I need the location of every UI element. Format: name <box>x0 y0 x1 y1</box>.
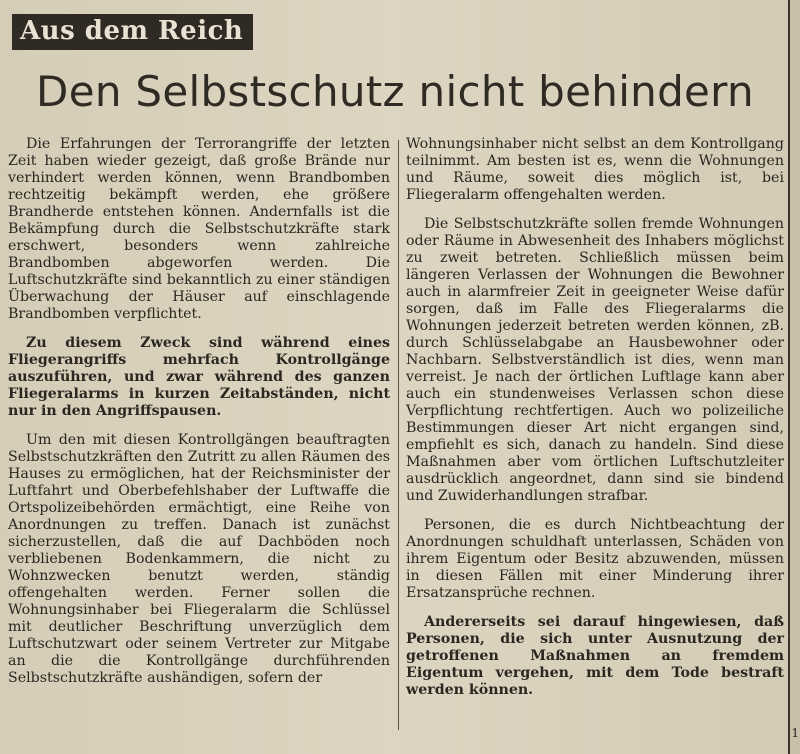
paragraph-bold: Andererseits sei darauf hingewiesen, daß Personen, die sich unter Ausnutzung der getroffenen Maßnahmen an fremdem Eigentum vergehen, mit dem Tode bestraft werden können. <box>406 614 784 698</box>
paragraph: Um den mit diesen Kontrollgängen beauftragten Selbstschutzkräften den Zutritt zu allen Räumen des Hauses zu ermöglichen, hat der Reichsminister der Luftfahrt und Oberbefehlshaber der Luftwaffe die Ortspolizeibehörden ermächtigt, eine Reihe von Anordnungen zu treffen. Danach ist zunächst sicherzustellen, daß die auf Dachböden noch verbliebenen Bodenkammern, die nicht zu Wohnzwecken benutzt werden, ständig offengehalten werden. Ferner sollen die Wohnungsinhaber bei Fliegeralarm die Schlüssel mit deutlicher Beschriftung unverzüglich dem Luftschutzwart oder seinem Vertreter zur Mitgabe an die die Kontrollgänge durchführenden Selbstschutzkräfte aushändigen, sofern der <box>8 432 390 686</box>
left-column <box>8 136 390 687</box>
paragraph: Personen, die es durch Nichtbeachtung der Anordnungen schuldhaft unterlassen, Schäden von ihrem Eigentum oder Besitz abzuwenden, müssen in diesen Fällen mit einer Minderung ihrer Ersatzansprüche rechnen. <box>406 517 784 601</box>
edge-mark: 1 <box>791 726 799 740</box>
section-label: Aus dem Reich <box>12 14 253 50</box>
column-divider <box>398 140 399 730</box>
page-edge <box>788 0 800 754</box>
paragraph: Wohnungsinhaber nicht selbst an dem Kontrollgang teilnimmt. Am besten ist es, wenn die Wohnungen und Räume, soweit dies möglich ist, bei Fliegeralarm offengehalten werden. <box>406 136 784 203</box>
paragraph: Die Selbstschutzkräfte sollen fremde Wohnungen oder Räume in Abwesenheit des Inhabers möglichst zu zweit betreten. Schließlich müssen beim längeren Verlassen der Wohnungen die Bewohner auch in alarmfreier Zeit in geeigneter Weise dafür sorgen, daß im Falle des Fliegeralarms die Wohnungen jederzeit betreten werden können, zB. durch Schlüsselabgabe an Hausbewohner oder Nachbarn. Selbstverständlich ist dies, wenn man verreist. Je nach der örtlichen Luftlage kann aber auch ein stundenweises Verlassen schon diese Verpflichtung rechtfertigen. Auch wo polizeiliche Bestimmungen dieser Art nicht ergangen sind, empfiehlt es sich, danach zu handeln. Sind diese Maßnahmen aber vom örtlichen Luftschutzleiter ausdrücklich angeordnet, dann sind sie bindend und Zuwiderhandlungen strafbar. <box>406 216 784 504</box>
headline: Den Selbstschutz nicht behindern <box>36 67 754 116</box>
right-column <box>406 136 784 699</box>
paragraph-bold: Zu diesem Zweck sind während eines Fliegerangriffs mehrfach Kontrollgänge auszuführen, und zwar während des ganzen Fliegeralarms in kurzen Zeitabständen, nicht nur in den Angriffspausen. <box>8 335 390 419</box>
paragraph: Die Erfahrungen der Terrorangriffe der letzten Zeit haben wieder gezeigt, daß große Brände nur verhindert werden können, wenn Brandbomben rechtzeitig bekämpft werden, ehe größere Brandherde entstehen können. Andernfalls ist die Bekämpfung durch die Selbstschutzkräfte stark erschwert, besonders wenn zahlreiche Brandbomben abgeworfen werden. Die Luftschutzkräfte sind bekanntlich zu einer ständigen Überwachung der Häuser auf einschlagende Brandbomben verpflichtet. <box>8 136 390 322</box>
